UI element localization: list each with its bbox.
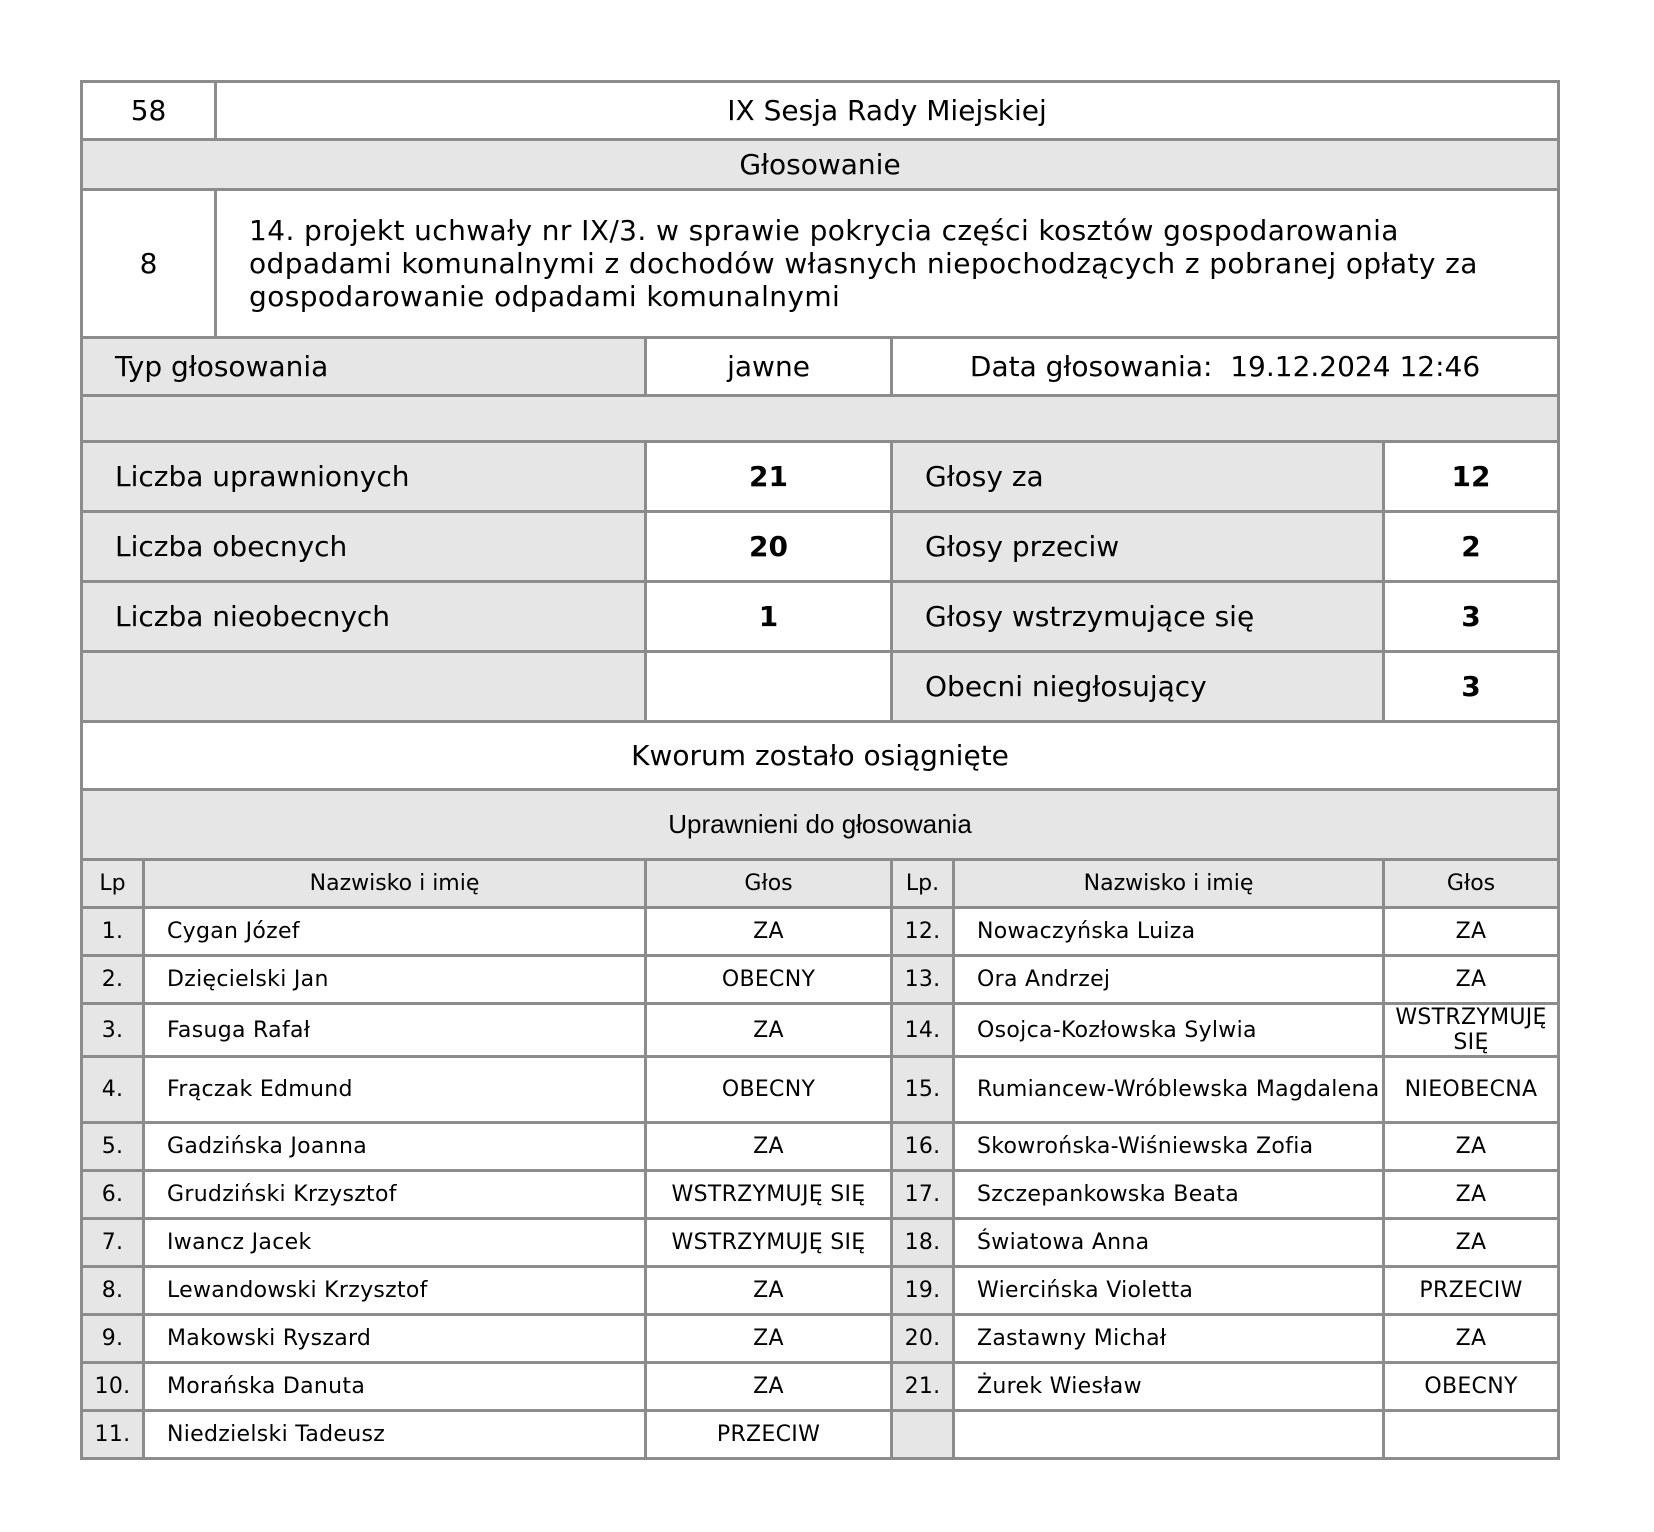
row-name: Nowaczyńska Luiza	[954, 908, 1384, 956]
row-lp: 13.	[892, 956, 954, 1004]
row-vote: ZA	[1384, 1123, 1559, 1171]
session-number: 58	[82, 82, 216, 140]
voting-record	[80, 80, 1557, 1460]
col-name-right: Nazwisko i imię	[954, 860, 1384, 908]
row-name: Zastawny Michał	[954, 1315, 1384, 1363]
row-name: Wiercińska Violetta	[954, 1267, 1384, 1315]
abstain-count: 3	[1384, 582, 1559, 652]
row-vote: WSTRZYMUJĘ SIĘ	[646, 1171, 892, 1219]
row-lp: 8.	[82, 1267, 144, 1315]
row-vote: ZA	[646, 1363, 892, 1411]
row-lp: 9.	[82, 1315, 144, 1363]
row-lp: 14.	[892, 1004, 954, 1057]
row-name: Światowa Anna	[954, 1219, 1384, 1267]
quorum-status: Kworum zostało osiągnięte	[82, 722, 1559, 790]
table-row	[82, 1315, 1559, 1363]
row-vote: ZA	[646, 1004, 892, 1057]
for-label: Głosy za	[892, 442, 1384, 512]
section-title: Głosowanie	[82, 140, 1559, 190]
row-name: Skowrońska-Wiśniewska Zofia	[954, 1123, 1384, 1171]
col-name-left: Nazwisko i imię	[144, 860, 646, 908]
empty-value-cell	[646, 652, 892, 722]
row-vote: WSTRZYMUJĘ SIĘ	[646, 1219, 892, 1267]
row-lp: 16.	[892, 1123, 954, 1171]
row-name: Fasuga Rafał	[144, 1004, 646, 1057]
table-row	[82, 956, 1559, 1004]
row-lp: 18.	[892, 1219, 954, 1267]
row-vote: WSTRZYMUJĘ SIĘ	[1384, 1004, 1559, 1057]
row-name: Żurek Wiesław	[954, 1363, 1384, 1411]
row-lp: 7.	[82, 1219, 144, 1267]
row-lp: 6.	[82, 1171, 144, 1219]
row-vote: ZA	[646, 1315, 892, 1363]
row-vote: OBECNY	[646, 956, 892, 1004]
row-lp: 15.	[892, 1057, 954, 1123]
row-lp: 20.	[892, 1315, 954, 1363]
abstain-label: Głosy wstrzymujące się	[892, 582, 1384, 652]
item-number: 8	[82, 190, 216, 338]
table-row	[82, 1219, 1559, 1267]
for-count: 12	[1384, 442, 1559, 512]
table-row	[82, 1004, 1559, 1057]
table-row	[82, 1171, 1559, 1219]
row-lp: 4.	[82, 1057, 144, 1123]
row-name: Lewandowski Krzysztof	[144, 1267, 646, 1315]
row-lp: 3.	[82, 1004, 144, 1057]
row-name: Makowski Ryszard	[144, 1315, 646, 1363]
vote-type-value: jawne	[646, 338, 892, 396]
row-vote: ZA	[646, 908, 892, 956]
absent-count: 1	[646, 582, 892, 652]
row-name	[954, 1411, 1384, 1459]
row-vote: ZA	[646, 1267, 892, 1315]
not-voting-label: Obecni niegłosujący	[892, 652, 1384, 722]
row-vote: ZA	[1384, 1171, 1559, 1219]
row-vote: ZA	[1384, 908, 1559, 956]
row-name: Grudziński Krzysztof	[144, 1171, 646, 1219]
col-vote-right: Głos	[1384, 860, 1559, 908]
eligible-count: 21	[646, 442, 892, 512]
table-row	[82, 1057, 1559, 1123]
row-lp: 2.	[82, 956, 144, 1004]
row-vote: PRZECIW	[1384, 1267, 1559, 1315]
row-name: Frączak Edmund	[144, 1057, 646, 1123]
row-vote: OBECNY	[1384, 1363, 1559, 1411]
vote-date	[892, 338, 1559, 396]
row-lp: 12.	[892, 908, 954, 956]
row-vote: NIEOBECNA	[1384, 1057, 1559, 1123]
row-name: Morańska Danuta	[144, 1363, 646, 1411]
table-row	[82, 1123, 1559, 1171]
against-count: 2	[1384, 512, 1559, 582]
voting-table	[80, 80, 1560, 1460]
row-vote: ZA	[1384, 1315, 1559, 1363]
row-lp: 19.	[892, 1267, 954, 1315]
not-voting-count: 3	[1384, 652, 1559, 722]
eligible-label: Liczba uprawnionych	[82, 442, 646, 512]
row-name: Ora Andrzej	[954, 956, 1384, 1004]
row-vote	[1384, 1411, 1559, 1459]
vote-type-label: Typ głosowania	[82, 338, 646, 396]
col-lp-right: Lp.	[892, 860, 954, 908]
row-name: Osojca-Kozłowska Sylwia	[954, 1004, 1384, 1057]
spacer-row	[82, 396, 1559, 442]
vote-date-label: Data głosowania:	[969, 350, 1213, 383]
row-vote: PRZECIW	[646, 1411, 892, 1459]
item-description: 14. projekt uchwały nr IX/3. w sprawie pokrycia części kosztów gospodarowania odpadami komunalnymi z dochodów własnych niepochodzących z pobranej opłaty za gospodarowanie odpadami komunalnymi	[216, 190, 1559, 338]
empty-label-cell	[82, 652, 646, 722]
against-label: Głosy przeciw	[892, 512, 1384, 582]
table-row	[82, 1267, 1559, 1315]
row-name: Iwancz Jacek	[144, 1219, 646, 1267]
table-row	[82, 908, 1559, 956]
row-lp: 17.	[892, 1171, 954, 1219]
row-name: Szczepankowska Beata	[954, 1171, 1384, 1219]
col-vote-left: Głos	[646, 860, 892, 908]
row-lp	[892, 1411, 954, 1459]
row-lp: 11.	[82, 1411, 144, 1459]
present-label: Liczba obecnych	[82, 512, 646, 582]
table-row	[82, 1363, 1559, 1411]
absent-label: Liczba nieobecnych	[82, 582, 646, 652]
row-lp: 21.	[892, 1363, 954, 1411]
row-lp: 1.	[82, 908, 144, 956]
vote-date-value: 19.12.2024 12:46	[1230, 350, 1481, 383]
row-lp: 10.	[82, 1363, 144, 1411]
session-title: IX Sesja Rady Miejskiej	[216, 82, 1559, 140]
row-name: Gadzińska Joanna	[144, 1123, 646, 1171]
row-name: Cygan Józef	[144, 908, 646, 956]
row-vote: ZA	[1384, 956, 1559, 1004]
table-row	[82, 1411, 1559, 1459]
row-name: Rumiancew-Wróblewska Magdalena	[954, 1057, 1384, 1123]
row-name: Niedzielski Tadeusz	[144, 1411, 646, 1459]
row-name: Dzięcielski Jan	[144, 956, 646, 1004]
row-lp: 5.	[82, 1123, 144, 1171]
col-lp-left: Lp	[82, 860, 144, 908]
row-vote: ZA	[646, 1123, 892, 1171]
row-vote: OBECNY	[646, 1057, 892, 1123]
list-title: Uprawnieni do głosowania	[82, 790, 1559, 860]
present-count: 20	[646, 512, 892, 582]
row-vote: ZA	[1384, 1219, 1559, 1267]
